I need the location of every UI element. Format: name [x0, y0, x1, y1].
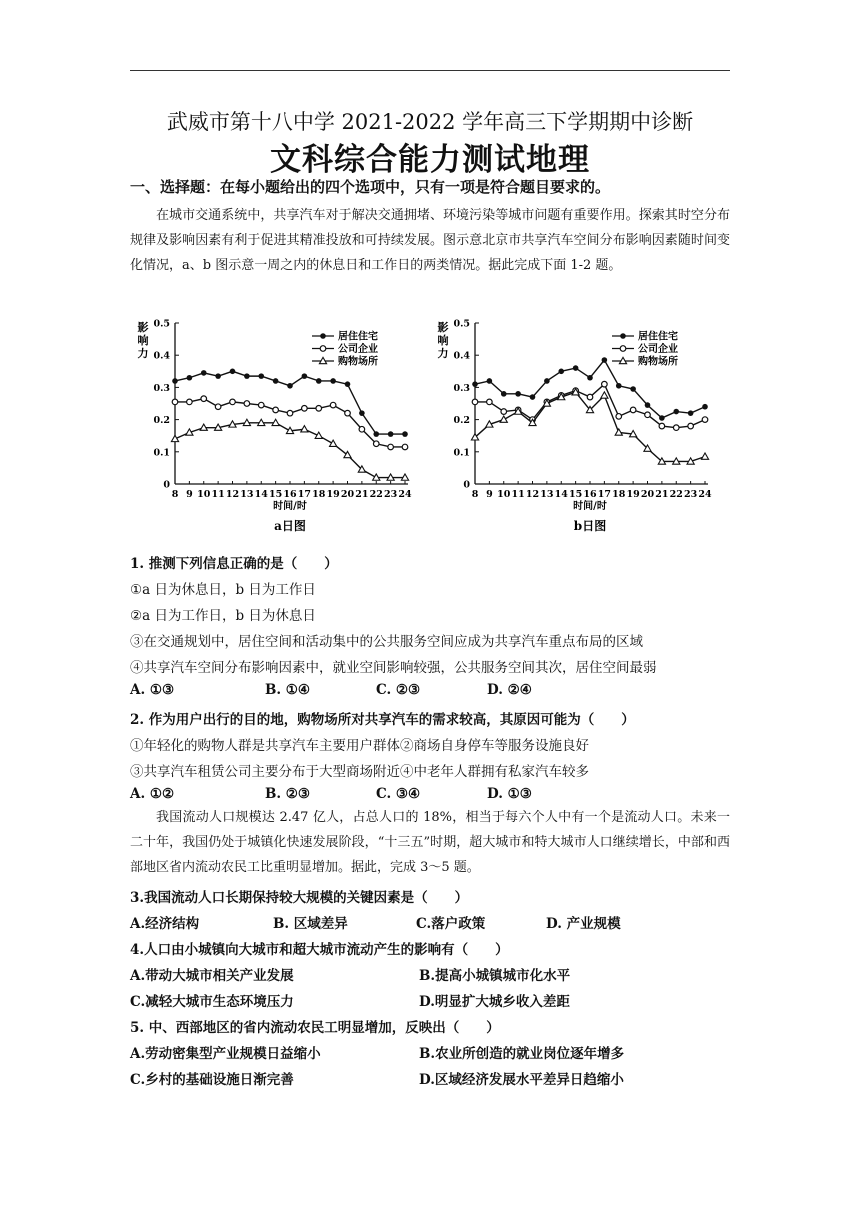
- chart-b-title: b日图: [573, 519, 607, 533]
- chart-b-ylabel-char: 响: [437, 334, 449, 347]
- chart-a-point-s1: [402, 431, 408, 437]
- chart-b-xtick-label: 9: [486, 489, 493, 500]
- chart-a-point-s1: [230, 369, 236, 375]
- chart-b-point-s2: [688, 423, 694, 429]
- chart-a-point-s2: [244, 401, 250, 407]
- q3-option-a[interactable]: A.经济结构: [130, 916, 200, 932]
- chart-b-point-s2: [645, 412, 651, 418]
- chart-b: [430, 312, 730, 540]
- chart-b-point-s2: [673, 425, 679, 431]
- chart-a-legend-label: 购物场所: [338, 356, 378, 368]
- chart-b-xtick-label: 13: [540, 489, 554, 500]
- chart-b-ylabel-char: 影: [437, 321, 449, 334]
- q5-option-d[interactable]: D.区域经济发展水平差异日趋缩小: [419, 1072, 624, 1088]
- chart-a-point-s1: [330, 378, 336, 384]
- chart-b-legend-label: 公司企业: [638, 344, 678, 355]
- chart-b-ylabel-char: 力: [437, 347, 449, 360]
- chart-b-xtick-label: 11: [511, 489, 525, 500]
- chart-a-title: a日图: [274, 519, 306, 533]
- chart-a-xtick-label: 10: [197, 489, 211, 500]
- q3-option-c[interactable]: C.落户政策: [416, 916, 486, 932]
- chart-b-xtick-label: 8: [471, 489, 479, 500]
- chart-a-point-s3: [301, 426, 308, 432]
- chart-a-ytick-label: 0.1: [153, 447, 170, 459]
- q2-item-1: ①年轻化的购物人群是共享汽车主要用户群体②商场自身停车等服务设施良好: [130, 738, 589, 754]
- chart-a-point-s1: [201, 370, 207, 376]
- chart-b-point-s1: [688, 410, 694, 416]
- chart-b-xtick-label: 22: [669, 489, 683, 500]
- chart-a-xlabel: 时间/时: [273, 501, 307, 512]
- q4-option-d[interactable]: D.明显扩大城乡收入差距: [419, 994, 570, 1010]
- chart-a-legend-label: 居住住宅: [338, 331, 378, 343]
- chart-a-point-s1: [273, 378, 279, 384]
- chart-a-xtick-label: 12: [225, 489, 240, 500]
- chart-a-point-s2: [373, 441, 379, 447]
- q2-option-b[interactable]: B. ②③: [265, 786, 311, 802]
- chart-b-point-s2: [472, 399, 478, 405]
- q4-option-b[interactable]: B.提高小城镇城市化水平: [419, 968, 571, 984]
- q4-option-a[interactable]: A.带动大城市相关产业发展: [130, 968, 294, 984]
- chart-b-point-s3: [615, 429, 622, 435]
- chart-a-xtick-label: 14: [254, 489, 268, 500]
- q2-item-2: ③共享汽车租赁公司主要分布于大型商场附近④中老年人群拥有私家汽车较多: [130, 764, 589, 780]
- chart-b-point-s1: [645, 402, 651, 408]
- q3-stem: 3.我国流动人口长期保持较大规模的关键因素是（ ）: [130, 890, 469, 906]
- chart-a-xtick-label: 21: [355, 489, 369, 500]
- chart-b-point-s1: [602, 357, 608, 363]
- exam-title-line2: 文科综合能力测试地理: [270, 142, 590, 178]
- chart-a-point-s1: [316, 378, 322, 384]
- chart-a-point-s2: [215, 404, 221, 410]
- chart-a-point-s2: [388, 444, 394, 450]
- chart-a-ytick-label: 0.2: [153, 415, 170, 427]
- chart-b-point-s3: [701, 453, 708, 459]
- q5-option-c[interactable]: C.乡村的基础设施日渐完善: [130, 1072, 294, 1088]
- chart-a-ytick-label: 0.4: [153, 350, 170, 362]
- chart-b-xtick-label: 15: [569, 489, 583, 500]
- chart-a-point-s2: [258, 402, 264, 408]
- chart-a-ylabel-char: 响: [137, 334, 149, 347]
- chart-a-point-s1: [359, 410, 365, 416]
- q1-option-c[interactable]: C. ②③: [376, 682, 421, 698]
- chart-b-point-s3: [601, 392, 608, 398]
- chart-a-point-s1: [258, 373, 264, 379]
- chart-b-point-s1: [573, 365, 579, 371]
- q4-stem: 4.人口由小城镇向大城市和超大城市流动产生的影响有（ ）: [130, 942, 509, 958]
- chart-b-point-s2: [702, 417, 708, 423]
- chart-b-point-s3: [500, 416, 507, 422]
- chart-b-point-s1: [487, 378, 493, 384]
- chart-b-xtick-label: 16: [583, 489, 597, 500]
- q1-item-2: ②a 日为工作日，b 日为休息日: [130, 608, 316, 624]
- chart-b-xtick-label: 10: [497, 489, 511, 500]
- chart-a-point-s2: [330, 402, 336, 408]
- chart-a-xtick-label: 22: [369, 489, 383, 500]
- chart-a-xtick-label: 11: [211, 489, 225, 500]
- chart-b-xtick-label: 24: [698, 489, 712, 500]
- chart-b-point-s1: [587, 375, 593, 381]
- chart-b-xtick-label: 19: [626, 489, 640, 500]
- chart-b-legend-label: 购物场所: [638, 356, 678, 368]
- chart-a-ytick-label: 0.5: [153, 318, 170, 330]
- q4-option-c[interactable]: C.减轻大城市生态环境压力: [130, 994, 294, 1010]
- q5-stem: 5. 中、西部地区的省内流动农民工明显增加，反映出（ ）: [130, 1020, 500, 1036]
- chart-b-point-s1: [530, 394, 536, 400]
- chart-b-legend-marker: [620, 346, 626, 352]
- chart-a-point-s2: [273, 407, 279, 413]
- chart-a-point-s1: [172, 378, 178, 384]
- chart-a-xtick-label: 20: [340, 489, 355, 500]
- q5-option-a[interactable]: A.劳动密集型产业规模日益缩小: [130, 1046, 321, 1062]
- chart-a-legend-marker: [320, 333, 326, 339]
- q1-option-a[interactable]: A. ①③: [130, 682, 175, 698]
- chart-a-legend-marker: [320, 346, 326, 352]
- chart-b-point-s2: [659, 423, 665, 429]
- chart-a-point-s1: [215, 373, 221, 379]
- passage-1: 在城市交通系统中，共享汽车对于解决交通拥堵、环境污染等城市问题有重要作用。探索其时空分布规律及影响因素有利于促进其精准投放和可持续发展。图示意北京市共享汽车空间分布影响因素随时间变化情况，a、b 图示意一周之内的休息日和工作日的两类情况。据此完成下面 1-2 题。: [130, 208, 730, 273]
- chart-a-point-s1: [187, 375, 193, 381]
- chart-b-point-s2: [587, 394, 593, 400]
- section-heading: 一、选择题：在每小题给出的四个选项中，只有一项是符合题目要求的。: [130, 178, 611, 196]
- chart-b-xtick-label: 17: [597, 489, 611, 500]
- chart-a-xtick-label: 15: [269, 489, 283, 500]
- q2-option-c[interactable]: C. ③④: [376, 786, 421, 802]
- chart-a-ylabel-char: 影: [137, 321, 149, 334]
- chart-a-xtick-label: 24: [398, 489, 412, 500]
- chart-b-point-s1: [472, 381, 478, 387]
- passage-2: 我国流动人口规模达 2.47 亿人，占总人口的 18%，相当于每六个人中有一个是流动人口。未来一二十年，我国仍处于城镇化快速发展阶段，“十三五”时期，超大城市和特大城市人口继续增长，中部和西部地区省内流动农民工比重明显增加。据此，完成 3～5 题。: [130, 810, 730, 875]
- chart-b-ytick-label: 0.1: [453, 447, 470, 459]
- chart-b-ytick-label: 0.4: [453, 350, 470, 362]
- q1-stem: 1. 推测下列信息正确的是（ ）: [130, 556, 338, 572]
- chart-b-ytick-label: 0.2: [453, 415, 470, 427]
- chart-a-series-line-2: [175, 399, 405, 447]
- chart-a-point-s1: [244, 373, 250, 379]
- chart-b-ytick-label: 0.3: [453, 382, 470, 394]
- chart-a-point-s1: [373, 431, 379, 437]
- chart-a-ytick-label: 0: [163, 479, 170, 491]
- q2-option-a[interactable]: A. ①②: [130, 786, 175, 802]
- chart-a-point-s1: [302, 373, 308, 379]
- chart-a-point-s2: [187, 399, 193, 405]
- chart-b-point-s1: [558, 369, 564, 375]
- chart-b-xtick-label: 18: [612, 489, 626, 500]
- chart-a-xtick-label: 13: [240, 489, 254, 500]
- chart-a-point-s1: [388, 431, 394, 437]
- chart-a-point-s2: [402, 444, 408, 450]
- q1-option-d[interactable]: D. ②④: [487, 682, 532, 698]
- chart-a-point-s3: [330, 440, 337, 446]
- chart-a-xtick-label: 18: [312, 489, 326, 500]
- chart-b-point-s2: [630, 407, 636, 413]
- q2-option-d[interactable]: D. ①③: [487, 786, 532, 802]
- chart-a-ylabel-char: 力: [137, 347, 149, 360]
- chart-b-xtick-label: 20: [640, 489, 655, 500]
- chart-a-point-s2: [287, 410, 293, 416]
- q1-item-1: ①a 日为休息日，b 日为工作日: [130, 582, 316, 598]
- chart-a-point-s2: [201, 396, 207, 402]
- chart-a-point-s1: [345, 381, 351, 387]
- chart-a-xtick-label: 17: [297, 489, 311, 500]
- chart-b-ytick-label: 0.5: [453, 318, 470, 330]
- chart-a-xtick-label: 23: [384, 489, 398, 500]
- chart-a-point-s2: [359, 426, 365, 432]
- chart-b-point-s1: [673, 409, 679, 415]
- q1-item-4: ④共享汽车空间分布影响因素中，就业空间影响较强，公共服务空间其次，居住空间最弱: [130, 660, 657, 676]
- top-rule: [130, 70, 730, 71]
- chart-a-xtick-label: 9: [186, 489, 193, 500]
- chart-b-point-s1: [515, 391, 521, 397]
- chart-b-xtick-label: 14: [554, 489, 568, 500]
- chart-b-legend-label: 居住住宅: [638, 331, 678, 343]
- q1-item-3: ③在交通规划中，居住空间和活动集中的公共服务空间应成为共享汽车重点布局的区域: [130, 634, 643, 650]
- chart-b-point-s1: [702, 404, 708, 410]
- chart-b-point-s1: [501, 391, 507, 397]
- chart-a-point-s1: [287, 383, 293, 389]
- chart-b-xtick-label: 12: [525, 489, 540, 500]
- chart-a-xtick-label: 19: [326, 489, 340, 500]
- chart-a-point-s2: [230, 399, 236, 405]
- q2-stem: 2. 作为用户出行的目的地，购物场所对共享汽车的需求较高，其原因可能为（ ）: [130, 712, 635, 728]
- chart-a-point-s2: [345, 410, 351, 416]
- chart-b-point-s2: [616, 414, 622, 420]
- chart-a-xtick-label: 8: [171, 489, 179, 500]
- chart-a-point-s2: [172, 399, 178, 405]
- chart-a-point-s2: [316, 406, 322, 412]
- chart-b-point-s1: [616, 383, 622, 389]
- chart-b-point-s1: [544, 378, 550, 384]
- chart-a: [130, 312, 430, 540]
- chart-a-legend-label: 公司企业: [338, 344, 378, 355]
- chart-b-point-s2: [602, 381, 608, 387]
- chart-b-point-s2: [501, 409, 507, 415]
- chart-b-point-s1: [659, 415, 665, 421]
- chart-b-ytick-label: 0: [463, 479, 470, 491]
- chart-b-point-s2: [487, 399, 493, 405]
- chart-a-point-s2: [302, 406, 308, 412]
- chart-b-xlabel: 时间/时: [573, 501, 607, 512]
- exam-title-line1: 武威市第十八中学 2021-2022 学年高三下学期期中诊断: [166, 110, 694, 134]
- chart-a-xtick-label: 16: [283, 489, 297, 500]
- chart-b-legend-marker: [620, 333, 626, 339]
- q1-option-b[interactable]: B. ①④: [265, 682, 311, 698]
- chart-b-point-s1: [630, 386, 636, 392]
- chart-a-ytick-label: 0.3: [153, 382, 170, 394]
- q3-option-b[interactable]: B. 区域差异: [273, 916, 348, 932]
- chart-b-xtick-label: 23: [684, 489, 698, 500]
- q5-option-b[interactable]: B.农业所创造的就业岗位逐年增多: [419, 1046, 625, 1062]
- chart-a-series-line-1: [175, 371, 405, 434]
- q3-option-d[interactable]: D. 产业规模: [546, 916, 621, 932]
- chart-b-xtick-label: 21: [655, 489, 669, 500]
